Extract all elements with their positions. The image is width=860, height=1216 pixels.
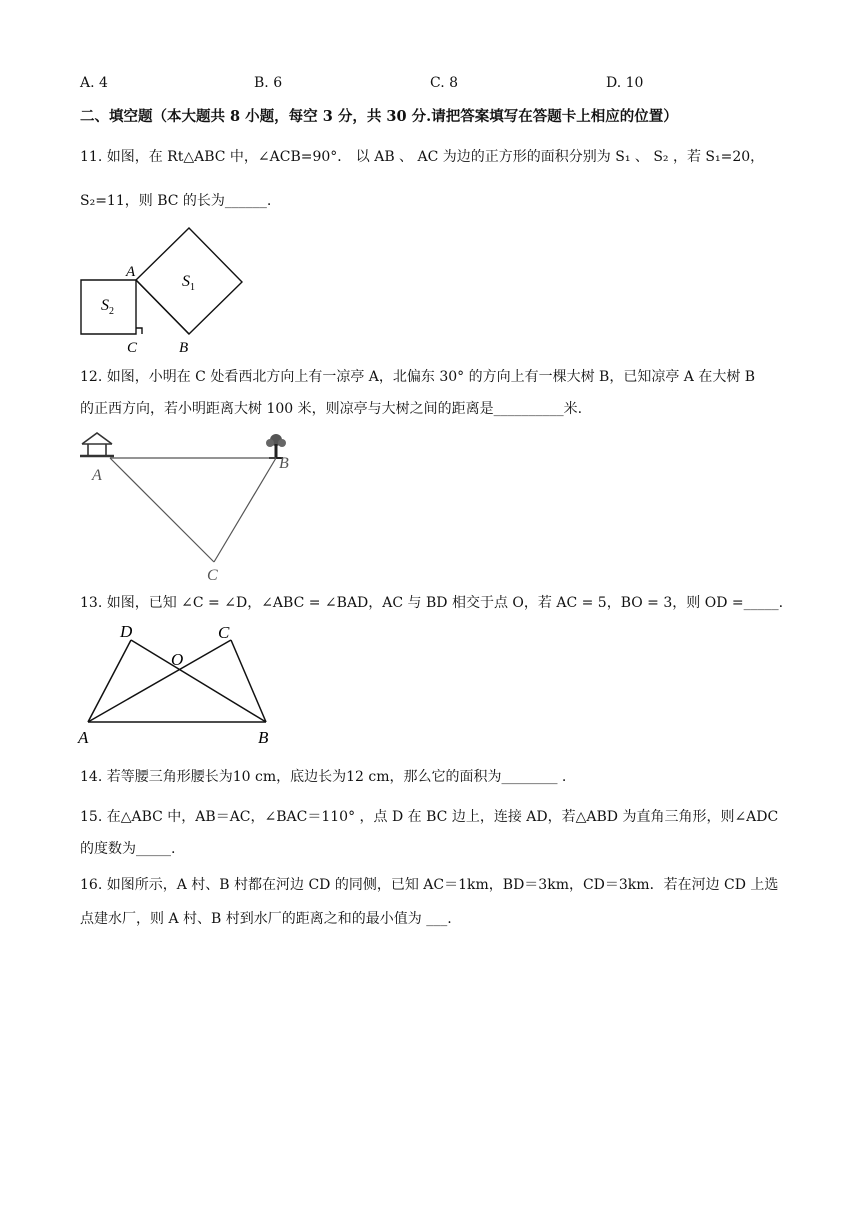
q16-line2: 点建水厂，则 A 村、B 村到水厂的距离之和的最小值为 ___. <box>80 911 452 927</box>
label-a: A <box>126 264 136 280</box>
label-s1: $S_1$ <box>182 273 195 293</box>
q12-figure <box>76 428 306 584</box>
label-b: B <box>179 340 189 356</box>
label-c: C <box>127 340 138 356</box>
label-b: B <box>258 728 269 747</box>
q12-line1: 12. 如图，小明在 C 处看西北方向上有一凉亭 A，北偏东 30° 的方向上有一棵大树 B，已知凉亭 A 在大树 B <box>80 369 756 385</box>
choice-a: A. 4 <box>80 75 108 91</box>
segment-bc <box>214 458 276 562</box>
label-a: A <box>78 728 89 747</box>
segment-ac <box>110 458 214 562</box>
section-title: 二、填空题（本大题共 8 小题，每空 3 分，共 30 分.请把答案填写在答题卡上相应的位置） <box>80 108 678 125</box>
choice-b: B. 6 <box>254 75 283 91</box>
q15-line1: 15. 在△ABC 中，AB＝AC，∠BAC＝110° ，点 D 在 BC 边上，连接 AD，若△ABD 为直角三角形，则∠ADC <box>80 809 779 825</box>
segment-bd <box>131 640 266 722</box>
right-angle-mark <box>136 328 142 334</box>
label-b: B <box>279 455 289 472</box>
label-c: C <box>218 623 230 642</box>
choice-d: D. 10 <box>606 75 644 91</box>
label-d: D <box>120 622 133 641</box>
label-o: O <box>171 650 184 669</box>
q11-line2: S₂=11，则 BC 的长为______. <box>80 193 272 209</box>
q15-line2: 的度数为_____. <box>80 841 176 857</box>
q11-line1: 11. 如图，在 Rt△ABC 中，∠ACB=90°． 以 AB 、 AC 为边的正方形的面积分别为 S₁ 、 S₂ ，若 S₁=20， <box>80 149 765 165</box>
q13-line1: 13. 如图，已知 ∠C = ∠D，∠ABC = ∠BAD，AC 与 BD 相交于点 O，若 AC = 5，BO = 3，则 OD =_____. <box>80 595 784 611</box>
pavilion-icon <box>80 433 114 456</box>
q12-line2: 的正西方向，若小明距离大树 100 米，则凉亭与大树之间的距离是__________米. <box>80 401 583 417</box>
q14-line1: 14. 若等腰三角形腰长为10 cm，底边长为12 cm，那么它的面积为________ . <box>80 769 567 785</box>
q13-figure <box>76 620 286 748</box>
segment-bc <box>231 640 266 722</box>
q16-line1: 16. 如图所示，A 村、B 村都在河边 CD 的同侧，已知 AC＝1km，BD＝3km，CD＝3km．若在河边 CD 上选 <box>80 877 779 893</box>
choice-c: C. 8 <box>430 75 459 91</box>
q11-figure <box>76 226 252 358</box>
label-s2: $S_2$ <box>101 297 114 317</box>
label-a: A <box>92 467 102 484</box>
label-c: C <box>207 567 218 584</box>
